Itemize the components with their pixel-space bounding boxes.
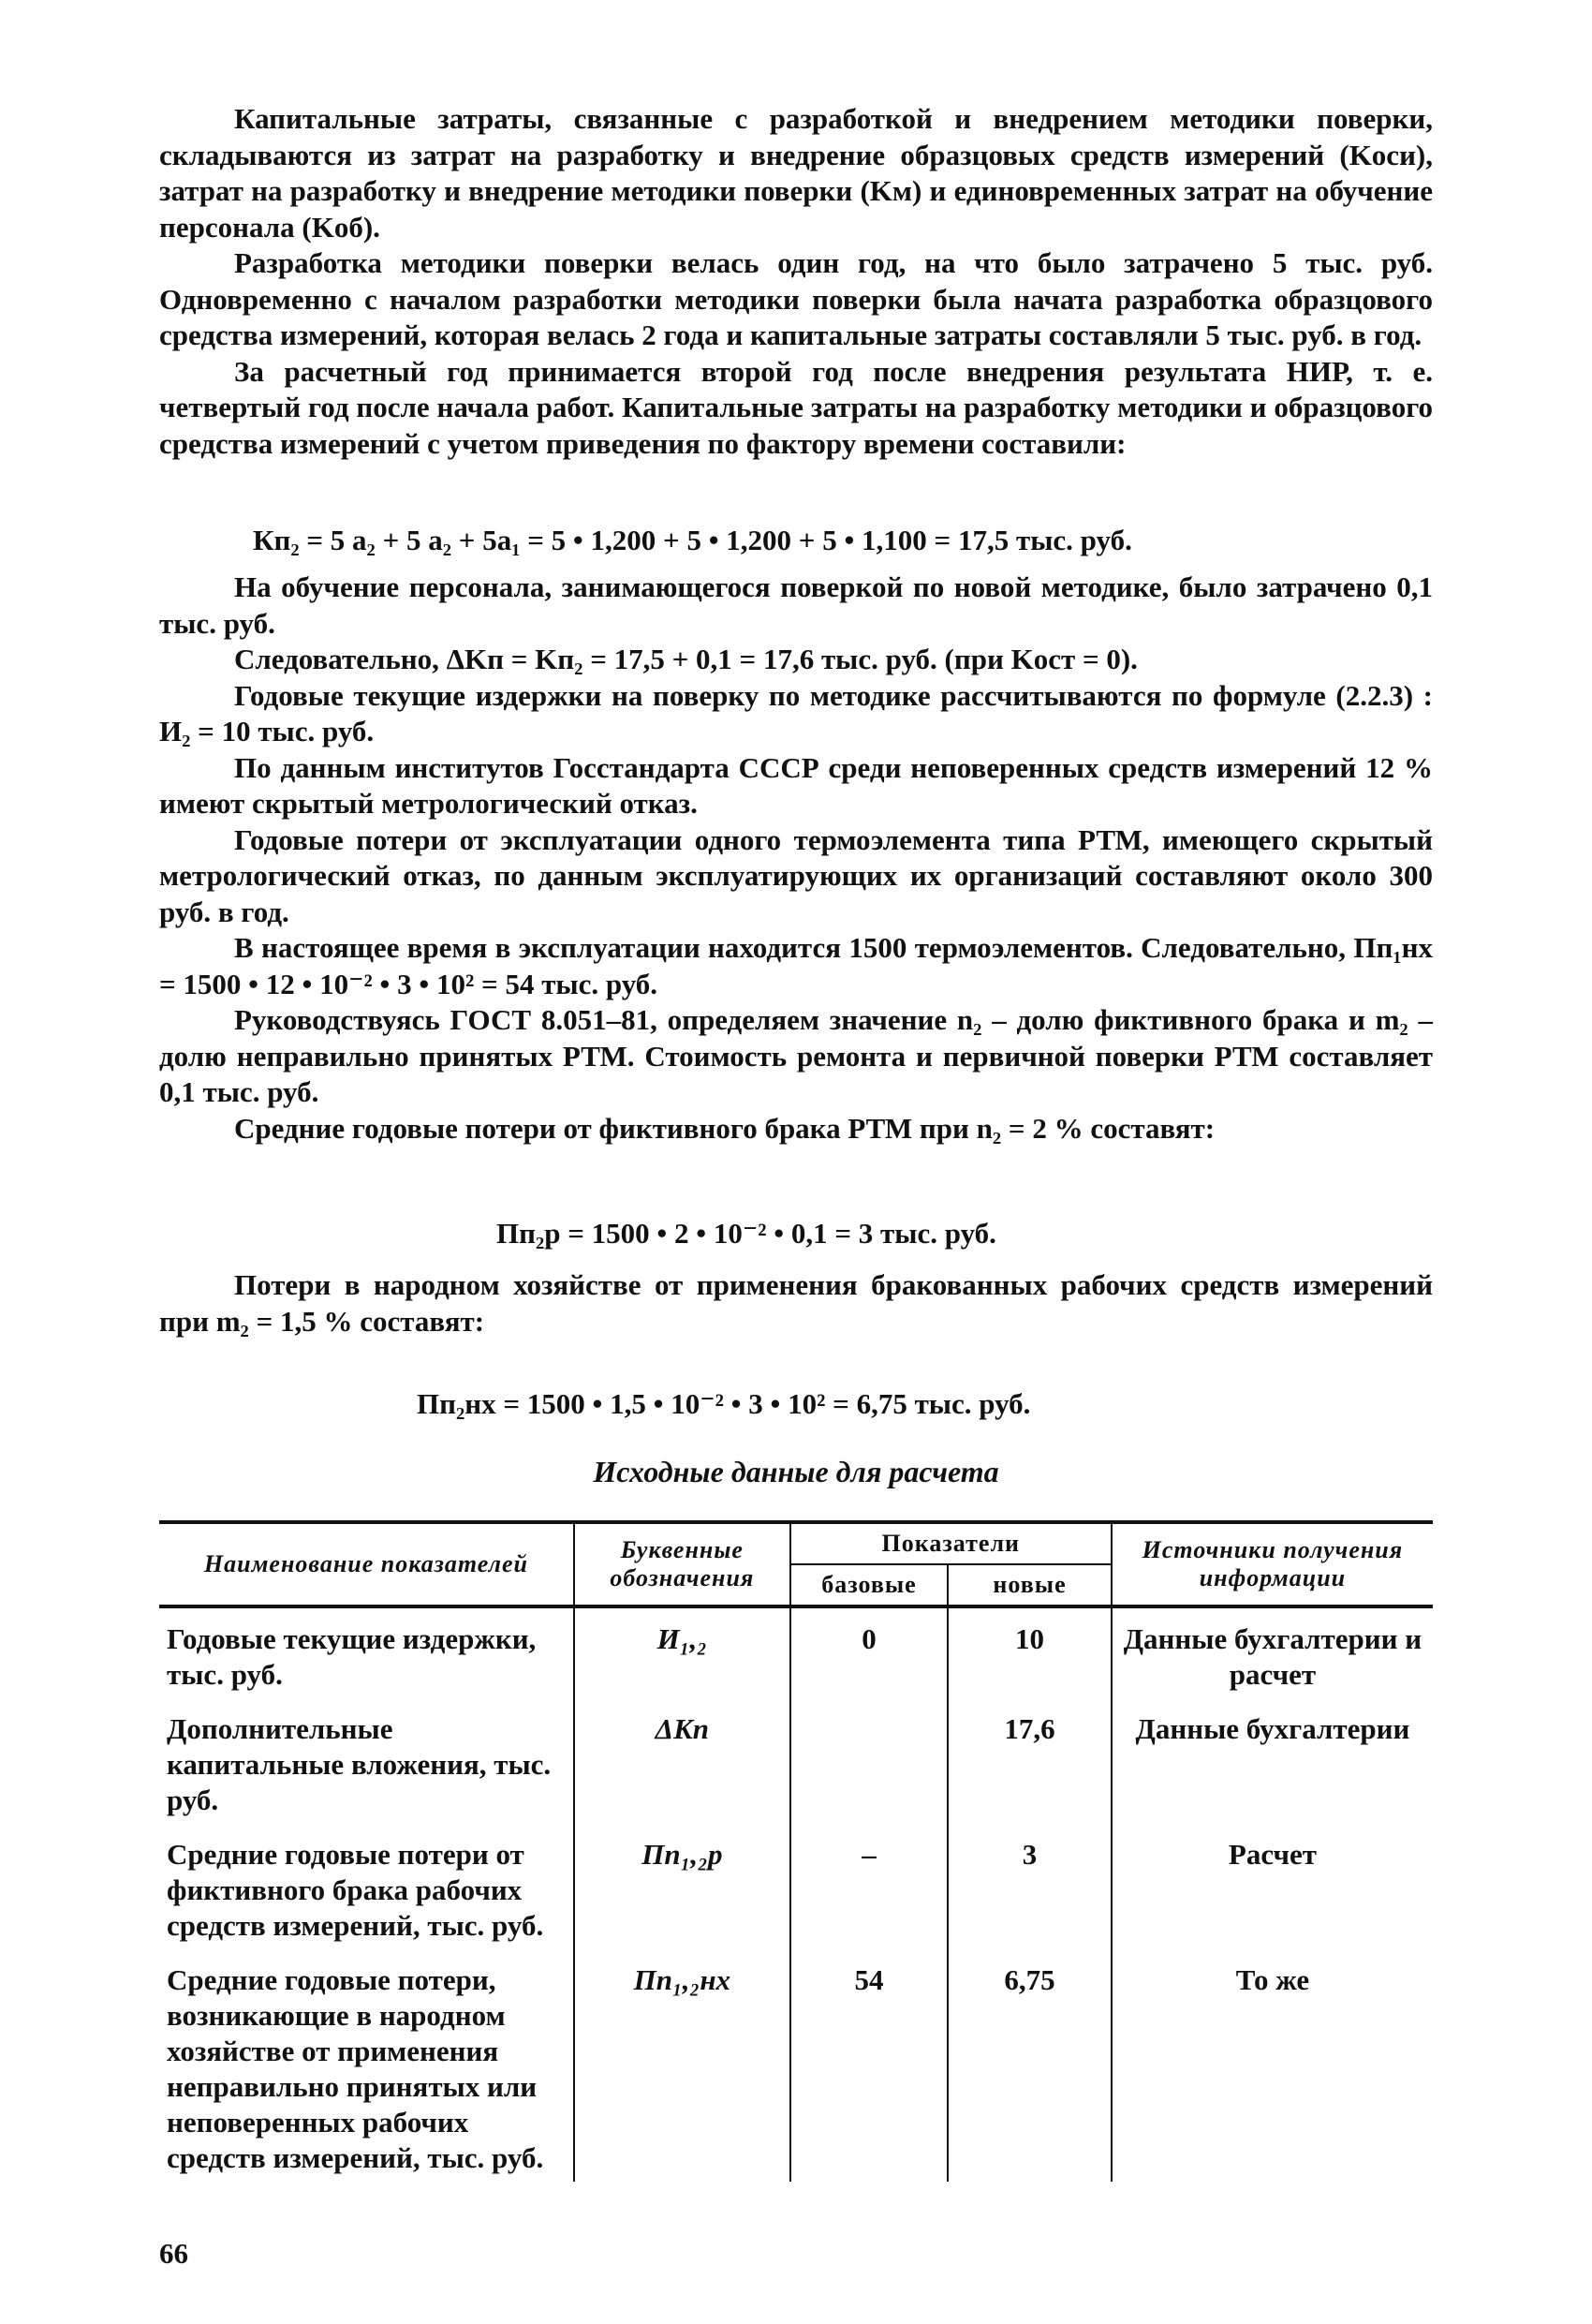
paragraph-training: На обучение персонала, занимающегося поверкой по новой методике, было затрачено 0,1 тыс. руб. <box>159 570 1433 640</box>
paragraph-national-losses: Потери в народном хозяйстве от применения бракованных рабочих средств измерений при m₂ = 1,5 % составят: <box>159 1268 1433 1338</box>
row-source: Расчет <box>1228 1838 1317 1871</box>
paragraph-gosstandart: По данным институтов Госстандарта СССР среди неповеренных средств измерений 12 % имеют скрытый метрологический отказ. <box>159 750 1433 820</box>
row-new: 17,6 <box>948 1698 1112 1824</box>
paragraph-annual-losses: Годовые потери от эксплуатации одного термоэлемента типа РТМ, имеющего скрытый метрологический отказ, по данным эксплуатирующих их организаций составляют около 300 руб. в год. <box>159 822 1433 928</box>
intro-paragraphs <box>159 101 1433 462</box>
table-row <box>159 1698 1433 1824</box>
paragraph-in-operation: В настоящее время в эксплуатации находится 1500 термоэлементов. Следовательно, Пп₁нх = 1500 • 12 • 10⁻² • 3 • 10² = 54 тыс. руб. <box>159 931 1433 1000</box>
row-new: 10 <box>948 1606 1112 1698</box>
header-indicators: Показатели <box>790 1522 1112 1564</box>
paragraph-gost: Руководствуясь ГОСТ 8.051–81, определяем значение n₂ – долю фиктивного брака и m₂ – долю неправильно принятых РТМ. Стоимость ремонта и первичной поверки РТМ составляет 0,1 тыс. руб. <box>159 1003 1433 1108</box>
row-name: Средние годовые потери от фиктивного брака рабочих средств измерений, тыс. руб. <box>159 1824 574 1949</box>
table-row <box>159 1824 1433 1949</box>
row-source: Данные бухгалтерии <box>1135 1712 1410 1745</box>
paragraph-capital-costs: Капитальные затраты, связанные с разработкой и внедрением методики поверки, складываются из затрат на разработку и внедрение образцовых средств измерений (Kоси), затрат на разработку и внедрение методики поверки (Kм) и единовременных затрат на обучение персонала (Kоб). <box>159 102 1433 244</box>
row-base: 0 <box>790 1606 948 1698</box>
row-symbol: И₁,₂ <box>574 1606 790 1698</box>
row-base: – <box>790 1824 948 1949</box>
header-name: Наименование показателей <box>159 1522 574 1606</box>
source-data-table <box>159 1520 1433 2182</box>
header-symbol: Буквенные обозначения <box>574 1522 790 1606</box>
paragraph-annual-costs: Годовые текущие издержки на поверку по методике рассчитываются по формуле (2.2.3) : И₂ = 10 тыс. руб. <box>159 678 1433 748</box>
row-name: Дополнительные капитальные вложения, тыс. руб. <box>159 1698 574 1824</box>
row-symbol: Пп₁,₂р <box>574 1824 790 1949</box>
paragraph-consequently: Следовательно, ΔKп = Kп₂ = 17,5 + 0,1 = 17,6 тыс. руб. (при Kост = 0). <box>234 643 1138 675</box>
row-symbol: ΔKп <box>574 1698 790 1824</box>
row-source: То же <box>1235 1963 1310 1996</box>
header-base: базовые <box>790 1564 948 1606</box>
row-symbol: Пп₁,₂нх <box>574 1949 790 2182</box>
table-row <box>159 1949 1433 2182</box>
paragraph-development: Разработка методики поверки велась один год, на что было затрачено 5 тыс. руб. Одновременно с началом разработки методики поверки была начата разработка образцового средства измерений, которая велась 2 года и капитальные затраты составляли 5 тыс. руб. в год. <box>159 246 1433 351</box>
table-caption: Исходные данные для расчета <box>593 1455 999 1488</box>
paragraph-calc-year: За расчетный год принимается второй год после внедрения результата НИР, т. е. четвертый год после начала работ. Капитальные затраты на разработку методики и образцового средства измерений с учетом приведения по фактору времени составили: <box>159 354 1433 460</box>
formula-capital: Кп₂ = 5 a₂ + 5 a₂ + 5a₁ = 5 • 1,200 + 5 • 1,200 + 5 • 1,100 = 17,5 тыс. руб. <box>253 524 1132 556</box>
row-name: Годовые текущие издержки, тыс. руб. <box>159 1606 574 1698</box>
middle-paragraphs <box>159 570 1433 1147</box>
formula-national-loss: Пп₂нх = 1500 • 1,5 • 10⁻² • 3 • 10² = 6,75 тыс. руб. <box>417 1387 1031 1420</box>
row-source: Данные бухгалтерии и расчет <box>1123 1622 1422 1691</box>
row-name: Средние годовые потери, возникающие в народном хозяйстве от применения неправильно принятых или неповеренных рабочих средств измерений, тыс. руб. <box>159 1949 574 2182</box>
header-source: Источники получения информации <box>1112 1522 1433 1606</box>
table-row <box>159 1606 1433 1698</box>
paragraph-fictitious: Средние годовые потери от фиктивного брака РТМ при n₂ = 2 % составят: <box>234 1111 1216 1145</box>
header-new: новые <box>948 1564 1112 1606</box>
page-number: 66 <box>159 2237 188 2270</box>
row-base <box>790 1698 948 1824</box>
losses-paragraph-wrap <box>159 1267 1433 1340</box>
row-base: 54 <box>790 1949 948 2182</box>
formula-fictitious-loss: Пп₂р = 1500 • 2 • 10⁻² • 0,1 = 3 тыс. руб. <box>496 1217 996 1250</box>
row-new: 3 <box>948 1824 1112 1949</box>
row-new: 6,75 <box>948 1949 1112 2182</box>
